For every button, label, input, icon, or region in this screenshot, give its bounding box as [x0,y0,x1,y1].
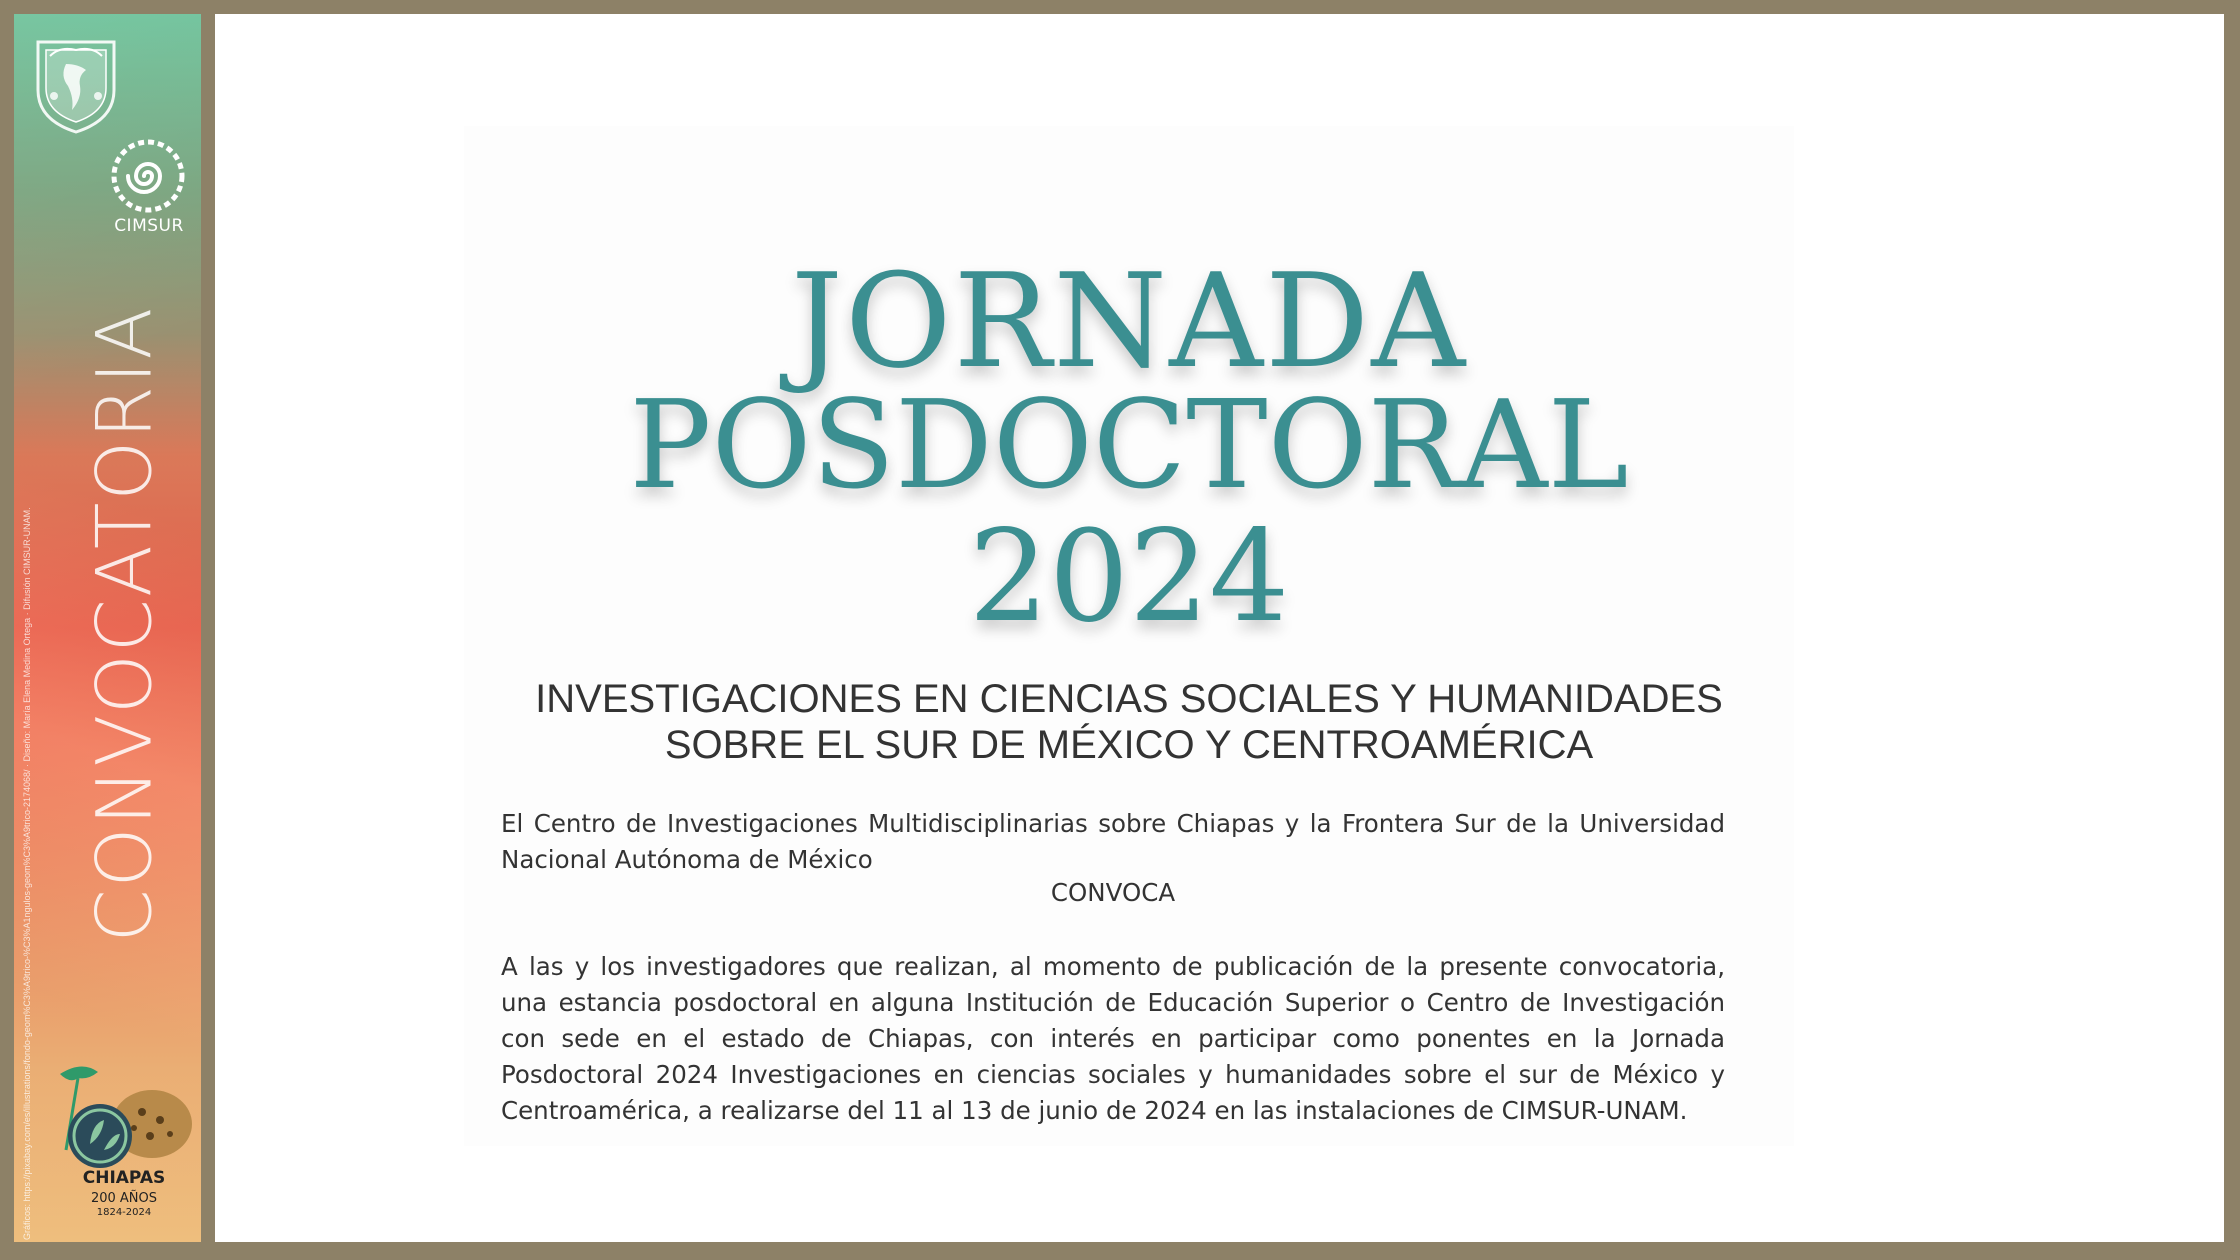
subtitle-line-2: SOBRE EL SUR DE MÉXICO Y CENTROAMÉRICA [664,723,1594,767]
poster-frame [14,14,2224,1242]
design-credit: Gráficos: https://pixabay.com/es/illustrations/fondo-geom%C3%A9trico-%C3%A1ngulos-geom%C3%A9trico-2174068/ · Diseño: María Elena Medina Ortega · Difusión CIMSUR-UNAM. [22,507,32,1240]
title-year: 2024 [968,503,1290,650]
chiapas-200-emblem-icon [52,1054,202,1182]
unam-shield-icon [30,36,122,136]
convoca-heading: CONVOCA [1050,878,1176,907]
intro-paragraph: El Centro de Investigaciones Multidisciplinarias sobre Chiapas y la Frontera Sur de la Universidad Nacional Autónoma de México [501,809,1725,874]
chiapas-name: CHIAPAS [82,1168,166,1188]
cimsur-label: CIMSUR [114,216,184,236]
vertical-title: CONVOCATORIA [79,305,169,943]
chiapas-range: 1824-2024 [96,1207,152,1218]
sidebar [14,14,201,1242]
cimsur-spiral-icon [108,136,188,216]
title-line-1: JORNADA [790,245,1468,397]
chiapas-years: 200 AÑOS [90,1191,158,1206]
body-paragraph: A las y los investigadores que realizan, al momento de publicación de la presente convocatoria, una estancia posdoctoral en alguna Institución de Educación Superior o Centro de Investigación con sede en el estado de Chiapas, con interés en participar como ponentes en la Jornada Posdoctoral 2024 Investigaciones en ciencias sociales y humanidades sobre el sur de México y Centroamérica, a realizarse del 11 al 13 de junio de 2024 en las instalaciones de CIMSUR-UNAM. [501,952,1725,1125]
title-line-2: POSDOCTORAL [629,374,1629,516]
subtitle-line-1: INVESTIGACIONES EN CIENCIAS SOCIALES Y HUMANIDADES [535,677,1723,721]
announcement-card [464,126,1794,1146]
